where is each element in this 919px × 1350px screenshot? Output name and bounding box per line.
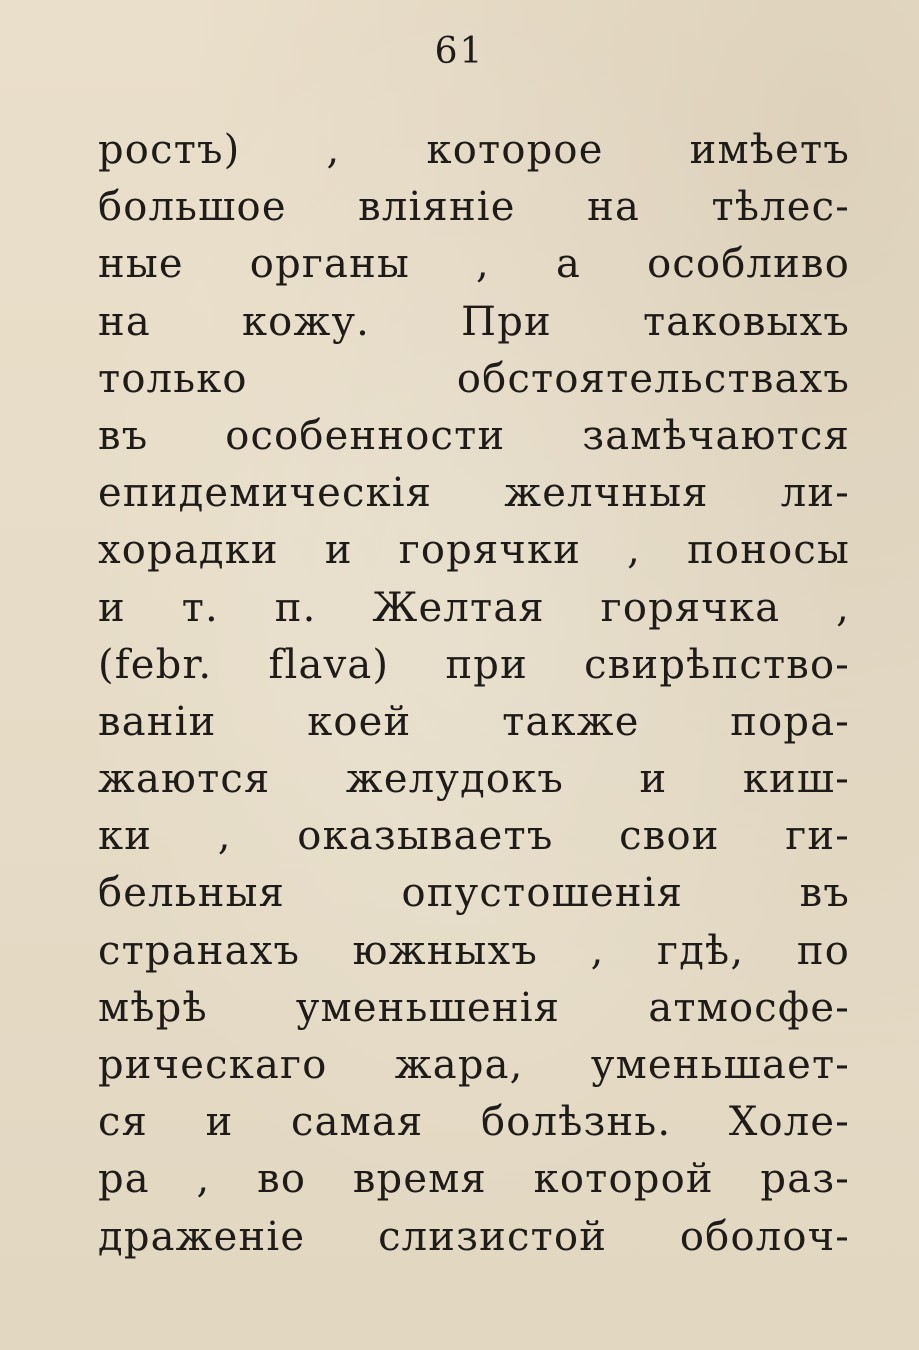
text-line: ки , оказываетъ свои ги- <box>98 813 850 860</box>
text-line: ростъ) , которое имѣетъ <box>98 127 850 173</box>
text-line: въ особенности замѣчаются <box>98 412 850 459</box>
text-line: бельныя опустошенія въ <box>98 870 850 917</box>
text-line: мѣрѣ уменьшенія атмосфе- <box>98 984 850 1031</box>
text-line: только обстоятельствахъ <box>98 355 850 402</box>
text-line: хорадки и горячки , поносы <box>98 527 850 574</box>
text-line: рическаго жара, уменьшает- <box>98 1042 850 1088</box>
text-line: странахъ южныхъ , гдѣ, по <box>98 927 850 974</box>
page-number: 61 <box>434 31 485 72</box>
text-line: драженіе слизистой оболоч- <box>98 1213 850 1260</box>
text-line: жаются желудокъ и киш- <box>98 756 850 803</box>
body-text <box>98 122 850 1266</box>
text-line: ваніи коей также пора- <box>98 698 850 745</box>
text-line: (febr. flava) при свирѣпство- <box>98 641 850 688</box>
text-line: ся и самая болѣзнь. Холе- <box>98 1099 850 1146</box>
text-line: и т. п. Желтая горячка , <box>98 584 850 631</box>
text-line: ные органы , а особливо <box>98 241 850 288</box>
text-line: большое вліяніе на тѣлес- <box>98 184 850 231</box>
text-line: епидемическія желчныя ли- <box>98 470 850 517</box>
text-line: ра , во время которой раз- <box>98 1156 850 1203</box>
text-line: на кожу. При таковыхъ <box>98 298 850 345</box>
